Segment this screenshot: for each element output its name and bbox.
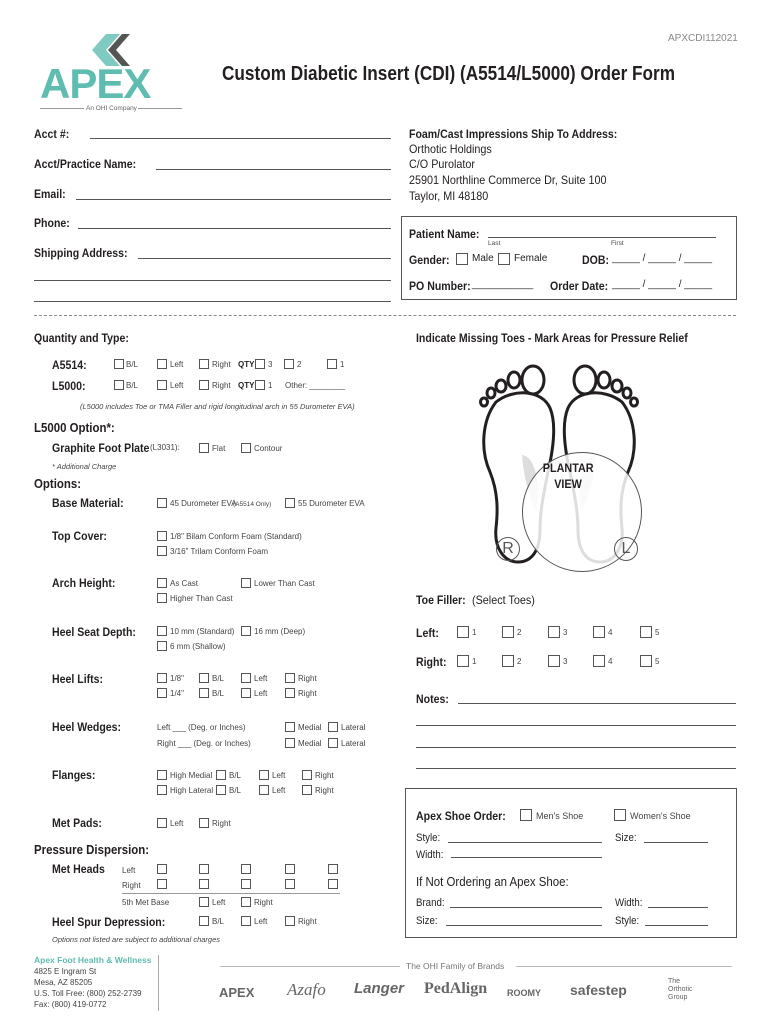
width2-field[interactable]	[648, 907, 708, 908]
notes-line-3[interactable]	[416, 747, 736, 748]
hw-right-medial-checkbox[interactable]	[285, 738, 295, 748]
order-date-label: Order Date:	[550, 279, 609, 293]
high-medial-label: High Medial	[170, 771, 213, 780]
flange-lateral-left-checkbox[interactable]	[259, 785, 269, 795]
top-cover-2-checkbox[interactable]	[157, 546, 167, 556]
hl-14-bl-label: B/L	[212, 689, 225, 698]
flange-medial-bl-label: B/L	[229, 771, 242, 780]
heel-spur-right-label: Right	[298, 917, 317, 926]
a5514-right-checkbox[interactable]	[199, 359, 209, 369]
hw-right-label[interactable]: Right ___ (Deg. or Inches)	[157, 739, 251, 748]
footer-fax: Fax: (800) 419-0772	[34, 1000, 107, 1009]
missing-toes-heading: Indicate Missing Toes - Mark Areas for Pressure Relief	[416, 331, 688, 345]
patient-name-label: Patient Name:	[409, 227, 480, 241]
l5000-qty1-checkbox[interactable]	[255, 380, 265, 390]
toe-filler-right-label: Right:	[416, 655, 447, 669]
hl-18-bl-checkbox[interactable]	[199, 673, 209, 683]
plantar-label-2: VIEW	[554, 477, 582, 491]
apex-logo-text: APEX	[40, 60, 151, 107]
heel-spur-left-label: Left	[254, 917, 268, 926]
footer-family: The OHI Family of Brands	[406, 961, 505, 971]
hl-18-checkbox[interactable]	[157, 673, 167, 683]
top-cover-1-checkbox[interactable]	[157, 531, 167, 541]
flange-lateral-bl-checkbox[interactable]	[216, 785, 226, 795]
l5000-option-heading: L5000 Option*:	[34, 420, 115, 435]
toe-left-2-checkbox[interactable]	[502, 626, 514, 638]
hs-16-checkbox[interactable]	[241, 626, 251, 636]
size2-label: Size:	[416, 915, 438, 927]
apex-logo	[40, 30, 182, 116]
fifth-met-right-checkbox[interactable]	[241, 897, 251, 907]
toe-left-5-checkbox[interactable]	[640, 626, 652, 638]
email-field[interactable]	[76, 199, 391, 200]
flange-medial-left-checkbox[interactable]	[259, 770, 269, 780]
hs-6-checkbox[interactable]	[157, 641, 167, 651]
flange-lateral-right-label: Right	[315, 786, 334, 795]
male-label: Male	[472, 253, 494, 264]
pressure-dispersion-heading: Pressure Dispersion:	[34, 842, 150, 857]
hl-18-left-label: Left	[254, 674, 268, 683]
additional-charge-note: * Additional Charge	[52, 462, 117, 471]
hl-14-right-checkbox[interactable]	[285, 688, 295, 698]
po-field[interactable]: ___________	[472, 279, 534, 290]
a5514-qty3-label: 3	[268, 360, 273, 369]
a5514-qty2-checkbox[interactable]	[284, 359, 294, 369]
mens-shoe-checkbox[interactable]	[520, 809, 532, 821]
notes-line-1[interactable]	[458, 703, 736, 704]
toe-right-3-checkbox[interactable]	[548, 655, 560, 667]
met-head-right-3-checkbox[interactable]	[241, 879, 251, 889]
a5514-right-label: Right	[212, 360, 231, 369]
footer-company: Apex Foot Health & Wellness	[34, 955, 152, 965]
toe-right-2-checkbox[interactable]	[502, 655, 514, 667]
shipping-field-2[interactable]	[34, 280, 391, 281]
plate-contour-checkbox[interactable]	[241, 443, 251, 453]
brand-azafo-logo: Azafo	[287, 980, 326, 999]
width2-label: Width:	[615, 897, 643, 909]
top-cover-label: Top Cover:	[52, 529, 107, 543]
met-head-left-5-checkbox[interactable]	[328, 864, 338, 874]
brand-label: Brand:	[416, 897, 445, 909]
hl-14-label: 1/4"	[170, 689, 184, 698]
a5514-left-checkbox[interactable]	[157, 359, 167, 369]
po-label: PO Number:	[409, 279, 471, 293]
toe-right-2-label: 2	[517, 657, 522, 666]
higher-than-cast-label: Higher Than Cast	[170, 594, 233, 603]
shipping-label: Shipping Address:	[34, 246, 128, 260]
toe-left-5-label: 5	[655, 628, 660, 637]
hw-left-lateral-checkbox[interactable]	[328, 722, 338, 732]
heel-spur-label: Heel Spur Depression:	[52, 915, 166, 929]
flange-lateral-right-checkbox[interactable]	[302, 785, 312, 795]
style2-label: Style:	[615, 915, 640, 927]
l5000-qty-label: QTY	[238, 381, 255, 390]
lower-than-cast-checkbox[interactable]	[241, 578, 251, 588]
met-pads-right-label: Right	[212, 819, 231, 828]
brand-orthotic-group-logo: The Orthotic Group	[668, 978, 693, 1001]
last-label: Last	[488, 240, 501, 247]
options-heading: Options:	[34, 476, 82, 491]
hl-18-left-checkbox[interactable]	[241, 673, 251, 683]
heel-wedges-label: Heel Wedges:	[52, 720, 122, 734]
womens-shoe-checkbox[interactable]	[614, 809, 626, 821]
base-45-note: (A5514 Only)	[233, 501, 272, 508]
met-pads-label: Met Pads:	[52, 816, 102, 830]
met-heads-left-label: Left	[122, 866, 136, 875]
l5000-left-label: Left	[170, 381, 184, 390]
base-55-label: 55 Durometer EVA	[298, 499, 365, 508]
email-label: Email:	[34, 187, 66, 201]
plate-flat-checkbox[interactable]	[199, 443, 209, 453]
hl-14-left-checkbox[interactable]	[241, 688, 251, 698]
female-label: Female	[514, 253, 548, 264]
hs-10-checkbox[interactable]	[157, 626, 167, 636]
hs-6-label: 6 mm (Shallow)	[170, 642, 226, 651]
hs-16-label: 16 mm (Deep)	[254, 627, 306, 636]
l5000-other-label[interactable]: Other: ________	[285, 381, 346, 390]
as-cast-label: As Cast	[170, 579, 199, 588]
a5514-qty2-label: 2	[297, 360, 302, 369]
footer-tollfree: U.S. Toll Free: (800) 252-2739	[34, 989, 142, 998]
brand-field[interactable]	[450, 907, 602, 908]
heel-seat-label: Heel Seat Depth:	[52, 625, 136, 639]
flange-lateral-left-label: Left	[272, 786, 286, 795]
a5514-qty1-checkbox[interactable]	[327, 359, 337, 369]
form-code: APXCDI112021	[668, 33, 738, 44]
brand-safestep-logo: safestep	[570, 982, 627, 998]
toe-left-3-checkbox[interactable]	[548, 626, 560, 638]
toe-right-1-label: 1	[472, 657, 477, 666]
hw-right-lateral-checkbox[interactable]	[328, 738, 338, 748]
toe-left-4-label: 4	[608, 628, 613, 637]
hl-14-left-label: Left	[254, 689, 268, 698]
brand-roomy-logo: ROOMY	[507, 988, 542, 998]
hs-10-label: 10 mm (Standard)	[170, 627, 235, 636]
met-pads-left-checkbox[interactable]	[157, 818, 167, 828]
plate-contour-label: Contour	[254, 444, 283, 453]
options-note: Options not listed are subject to additional charges	[52, 935, 221, 944]
not-ordering-heading: If Not Ordering an Apex Shoe:	[416, 874, 569, 889]
a5514-bl-checkbox[interactable]	[114, 359, 124, 369]
hw-left-label[interactable]: Left ___ (Deg. or Inches)	[157, 723, 246, 732]
brand-langer-logo: Langer	[354, 980, 405, 997]
a5514-left-label: Left	[170, 360, 184, 369]
flange-lateral-bl-label: B/L	[229, 786, 242, 795]
size2-field[interactable]	[446, 925, 602, 926]
l5000-bl-checkbox[interactable]	[114, 380, 124, 390]
footer-addr2: Mesa, AZ 85205	[34, 978, 93, 987]
l5000-bl-label: B/L	[126, 381, 139, 390]
ship-to-line3: 25901 Northline Commerce Dr, Suite 100	[409, 173, 607, 187]
hw-left-medial-checkbox[interactable]	[285, 722, 295, 732]
hw-left-medial-label: Medial	[298, 723, 322, 732]
high-medial-checkbox[interactable]	[157, 770, 167, 780]
acct-field[interactable]	[90, 138, 391, 139]
practice-label: Acct/Practice Name:	[34, 157, 137, 171]
ship-to-line1: Orthotic Holdings	[409, 142, 492, 156]
patient-name-field[interactable]	[488, 237, 716, 238]
met-heads-label: Met Heads	[52, 862, 105, 876]
footer-addr1: 4825 E Ingram St	[34, 967, 97, 976]
practice-field[interactable]	[156, 169, 391, 170]
width-label: Width:	[416, 849, 444, 861]
met-head-right-4-checkbox[interactable]	[285, 879, 295, 889]
toe-left-4-checkbox[interactable]	[593, 626, 605, 638]
family-rule-right	[516, 966, 732, 967]
fifth-met-left-checkbox[interactable]	[199, 897, 209, 907]
graphite-plate-label: Graphite Foot Plate	[52, 441, 150, 455]
l5000-left-checkbox[interactable]	[157, 380, 167, 390]
ship-to-heading: Foam/Cast Impressions Ship To Address:	[409, 127, 618, 141]
hl-18-bl-label: B/L	[212, 674, 225, 683]
graphite-plate-code: (L3031):	[150, 443, 180, 452]
quantity-heading: Quantity and Type:	[34, 331, 129, 345]
flange-medial-left-label: Left	[272, 771, 286, 780]
ship-to-line2: C/O Purolator	[409, 157, 476, 171]
l5000-label: L5000:	[52, 379, 86, 393]
met-pads-right-checkbox[interactable]	[199, 818, 209, 828]
a5514-label: A5514:	[52, 358, 87, 372]
style2-field[interactable]	[645, 925, 708, 926]
toe-filler-label: Toe Filler:	[416, 593, 466, 607]
shipping-field-1[interactable]	[138, 258, 391, 259]
womens-shoe-label: Women's Shoe	[630, 811, 691, 821]
brand-apex-logo: APEX	[219, 985, 255, 1000]
higher-than-cast-checkbox[interactable]	[157, 593, 167, 603]
met-head-right-1-checkbox[interactable]	[157, 879, 167, 889]
size-label: Size:	[615, 832, 637, 844]
met-heads-separator	[122, 893, 340, 894]
toe-left-1-label: 1	[472, 628, 477, 637]
section-divider	[34, 315, 736, 316]
toe-right-4-label: 4	[608, 657, 613, 666]
met-head-left-4-checkbox[interactable]	[285, 864, 295, 874]
hl-18-label: 1/8"	[170, 674, 184, 683]
fifth-met-left-label: Left	[212, 898, 226, 907]
a5514-qty3-checkbox[interactable]	[255, 359, 265, 369]
top-cover-2-label: 3/16" Trilam Conform Foam	[170, 547, 268, 556]
order-date-field[interactable]: _____ / _____ / _____	[612, 279, 713, 290]
high-lateral-checkbox[interactable]	[157, 785, 167, 795]
plantar-label-1: PLANTAR	[542, 461, 594, 475]
base-55-checkbox[interactable]	[285, 498, 295, 508]
size-field[interactable]	[644, 842, 708, 843]
arch-height-label: Arch Height:	[52, 576, 116, 590]
met-heads-right-label: Right	[122, 881, 141, 890]
right-foot-label: R	[496, 537, 520, 561]
hl-14-bl-checkbox[interactable]	[199, 688, 209, 698]
mens-shoe-label: Men's Shoe	[536, 811, 584, 821]
a5514-qty-label: QTY	[238, 360, 255, 369]
dob-label: DOB:	[582, 253, 609, 267]
toe-right-3-label: 3	[563, 657, 568, 666]
hl-18-right-checkbox[interactable]	[285, 673, 295, 683]
toe-left-1-checkbox[interactable]	[457, 626, 469, 638]
hw-right-medial-label: Medial	[298, 739, 322, 748]
high-lateral-label: High Lateral	[170, 786, 214, 795]
base-45-label: 45 Durometer EVA	[170, 499, 237, 508]
apex-tagline: An OHI Company	[86, 105, 137, 112]
a5514-bl-label: B/L	[126, 360, 139, 369]
toe-right-5-checkbox[interactable]	[640, 655, 652, 667]
hl-18-right-label: Right	[298, 674, 317, 683]
brand-pedalign-logo: PedAlign	[424, 980, 488, 997]
met-head-right-2-checkbox[interactable]	[199, 879, 209, 889]
heel-spur-right-checkbox[interactable]	[285, 916, 295, 926]
apex-shoe-heading: Apex Shoe Order:	[416, 809, 506, 823]
hw-right-lateral-label: Lateral	[341, 739, 366, 748]
dob-field[interactable]: _____ / _____ / _____	[612, 253, 713, 264]
heel-spur-left-checkbox[interactable]	[241, 916, 251, 926]
male-checkbox[interactable]	[456, 253, 468, 265]
style-label: Style:	[416, 832, 441, 844]
fifth-met-right-label: Right	[254, 898, 273, 907]
toe-right-1-checkbox[interactable]	[457, 655, 469, 667]
flanges-label: Flanges:	[52, 768, 96, 782]
lower-than-cast-label: Lower Than Cast	[254, 579, 315, 588]
met-head-right-5-checkbox[interactable]	[328, 879, 338, 889]
top-cover-1-label: 1/8" Bilam Conform Foam (Standard)	[170, 532, 302, 541]
hl-14-right-label: Right	[298, 689, 317, 698]
select-toes-label: (Select Toes)	[472, 593, 535, 607]
toe-right-4-checkbox[interactable]	[593, 655, 605, 667]
flange-medial-right-checkbox[interactable]	[302, 770, 312, 780]
hw-left-lateral-label: Lateral	[341, 723, 366, 732]
flange-medial-bl-checkbox[interactable]	[216, 770, 226, 780]
notes-line-2[interactable]	[416, 725, 736, 726]
met-head-left-2-checkbox[interactable]	[199, 864, 209, 874]
acct-label: Acct #:	[34, 127, 70, 141]
toe-filler-left-label: Left:	[416, 626, 439, 640]
as-cast-checkbox[interactable]	[157, 578, 167, 588]
phone-field[interactable]	[78, 228, 391, 229]
flange-medial-right-label: Right	[315, 771, 334, 780]
hl-14-checkbox[interactable]	[157, 688, 167, 698]
plate-flat-label: Flat	[212, 444, 226, 453]
a5514-qty1-label: 1	[340, 360, 345, 369]
phone-label: Phone:	[34, 216, 70, 230]
toe-left-3-label: 3	[563, 628, 568, 637]
style-field[interactable]	[448, 842, 602, 843]
met-head-left-1-checkbox[interactable]	[157, 864, 167, 874]
l5000-note: (L5000 includes Toe or TMA Filler and rigid longitudinal arch in 55 Durometer EVA)	[80, 402, 355, 411]
heel-spur-bl-checkbox[interactable]	[199, 916, 209, 926]
notes-line-4[interactable]	[416, 768, 736, 769]
left-foot-label: L	[614, 537, 638, 561]
l5000-right-label: Right	[212, 381, 231, 390]
notes-label: Notes:	[416, 692, 449, 706]
heel-spur-bl-label: B/L	[212, 917, 225, 926]
first-label: First	[611, 240, 624, 247]
footer-vertical-rule	[158, 955, 159, 1011]
female-checkbox[interactable]	[498, 253, 510, 265]
family-rule-left	[220, 966, 400, 967]
met-head-left-3-checkbox[interactable]	[241, 864, 251, 874]
base-45-checkbox[interactable]	[157, 498, 167, 508]
shipping-field-3[interactable]	[34, 301, 391, 302]
toe-right-5-label: 5	[655, 657, 660, 666]
base-material-label: Base Material:	[52, 496, 124, 510]
gender-label: Gender:	[409, 253, 450, 267]
heel-lifts-label: Heel Lifts:	[52, 672, 104, 686]
fifth-met-base-label: 5th Met Base	[122, 898, 170, 907]
l5000-right-checkbox[interactable]	[199, 380, 209, 390]
width-field[interactable]	[451, 857, 602, 858]
page-title: Custom Diabetic Insert (CDI) (A5514/L5000) Order Form	[222, 63, 676, 85]
l5000-qty1-label: 1	[268, 381, 273, 390]
toe-left-2-label: 2	[517, 628, 522, 637]
ship-to-line4: Taylor, MI 48180	[409, 189, 489, 203]
met-pads-left-label: Left	[170, 819, 184, 828]
